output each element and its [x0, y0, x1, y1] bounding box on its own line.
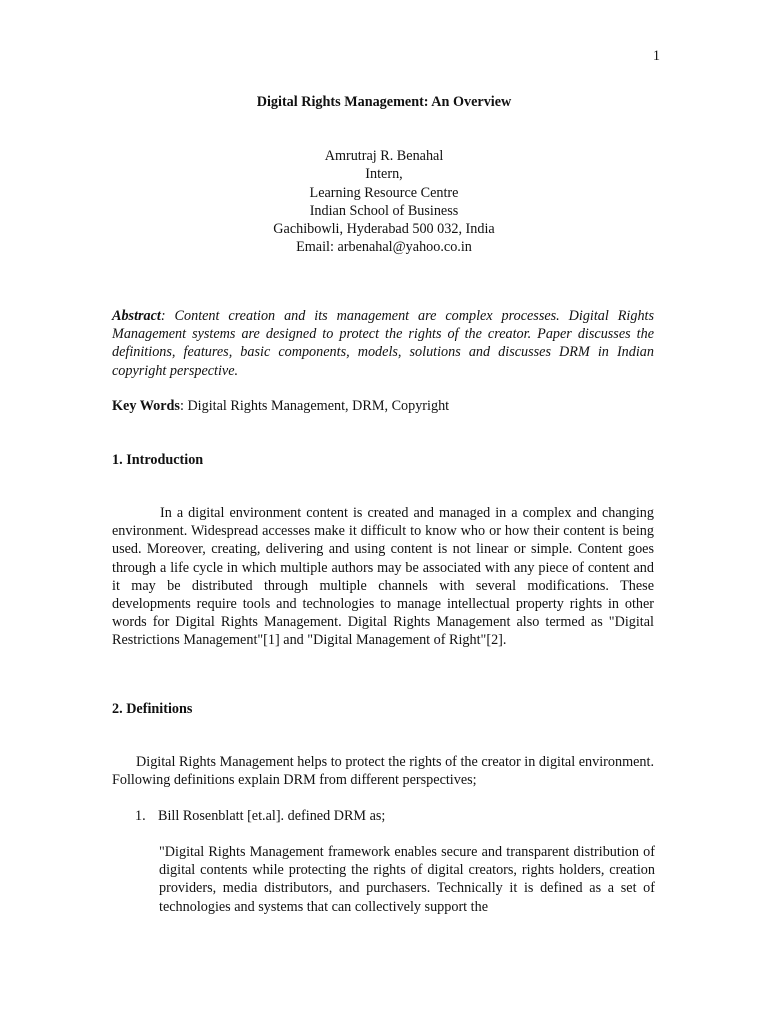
- abstract: [112, 307, 654, 380]
- list-item-number: 1.: [135, 808, 146, 824]
- page-number: 1: [652, 48, 660, 64]
- author-department: Learning Resource Centre: [309, 184, 459, 201]
- list-item-text: Bill Rosenblatt [et.al]. defined DRM as;: [158, 808, 386, 824]
- author-institution: Indian School of Business: [309, 202, 459, 219]
- author-position: Intern,: [365, 166, 403, 183]
- abstract-text: Content creation and its management are complex processes. Digital Rights Management systems are designed to protect the rights of the creator. Paper discusses the definitions, features, basic components, models, solutions and discusses DRM in Indian copyright perspective.: [112, 308, 655, 379]
- keywords: [112, 397, 654, 415]
- definition-quote: "Digital Rights Management framework enables secure and transparent distribution of digital contents while protecting the rights of digital creators, rights holders, creation providers, media distributors, and purchasers. Technically it is defined as a set of technologies and systems that can collectively support the: [159, 844, 655, 915]
- keywords-label: Key Words: [112, 398, 180, 414]
- list-item: [135, 807, 654, 825]
- author-address: Gachibowli, Hyderabad 500 032, India: [273, 221, 495, 238]
- author-block: [0, 147, 768, 257]
- section-heading-definitions: 2. Definitions: [112, 701, 193, 717]
- keywords-text: Digital Rights Management, DRM, Copyright: [187, 398, 450, 414]
- abstract-label: Abstract: [112, 308, 161, 324]
- author-name: Amrutraj R. Benahal: [324, 148, 444, 164]
- paper-title: Digital Rights Management: An Overview: [256, 94, 512, 110]
- introduction-paragraph: In a digital environment content is created and managed in a complex and changing environment. Widespread accesses make it difficult to know who or how their content is being used. Moreover, creating, delivering and using content is not linear or simple. Content goes through a life cycle in which multiple authors may be associated with any piece of content and it may be distributed through multiple channels with several modifications. These developments require tools and technologies to manage intellectual property rights in other words for Digital Rights Management. Digital Rights Management also termed as "Digital Restrictions Management"[1] and "Digital Management of Right"[2].: [112, 505, 654, 649]
- definitions-paragraph: Digital Rights Management helps to protect the rights of the creator in digital environment. Following definitions explain DRM from different perspectives;: [112, 754, 654, 789]
- author-email: Email: arbenahal@yahoo.co.in: [296, 239, 472, 256]
- section-heading-introduction: 1. Introduction: [112, 452, 204, 468]
- keywords-separator: :: [179, 398, 184, 414]
- abstract-separator: :: [160, 308, 166, 324]
